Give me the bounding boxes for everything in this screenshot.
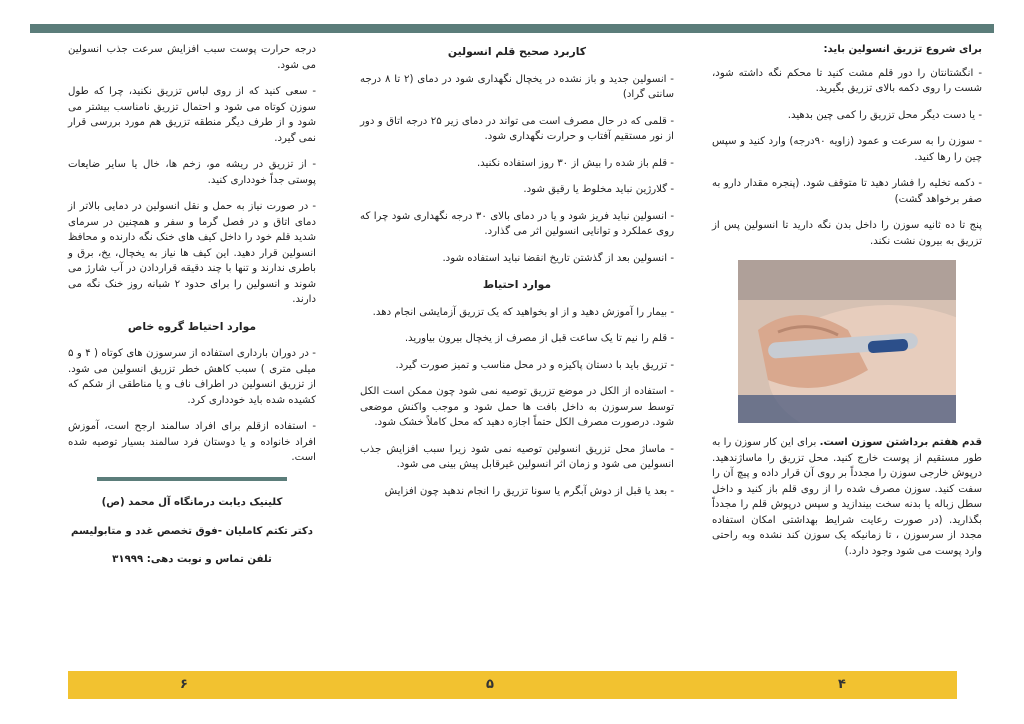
paragraph: - در دوران بارداری استفاده از سرسوزن های کوتاه ( ۴ و ۵ میلی متری ) سبب کاهش خطر تزریق انسولین می شود. از تزریق انسولین در اطراف ناف و یا مناطقی از شکم که کشیده شده باید خودداری کرد. xyxy=(68,348,316,406)
paragraph: درجه حرارت پوست سبب افزایش سرعت جذب انسولین می شود. xyxy=(68,44,316,71)
doctor-name: دکتر تکتم کاملیان -فوق تخصص غدد و متابولیسم xyxy=(70,526,313,537)
paragraph: - در صورت نیاز به حمل و نقل انسولین در دمایی بالاتر از دمای اتاق و در فصل گرما و سفر و همچنین در سرمای شدید قلم خود را داخل کیف های خنک نگه دارنده و محافظ انسولین قرار دهید. این کیف ها نیاز به یخچال، یخ، برق و باطری ندارند و تنها با چند دقیقه قراردادن در آب شارژ می شوند و انسولین را برای حدود ۲ شبانه روز خنک نگه می دارند. xyxy=(68,201,316,305)
column-page-6 xyxy=(68,42,316,578)
paragraph: - یا دست دیگر محل تزریق را کمی چین بدهید. xyxy=(787,109,982,121)
column-page-5 xyxy=(360,42,674,510)
paragraph: - تزریق باید با دستان پاکیزه و در محل مناسب و تمیز صورت گیرد. xyxy=(395,359,674,371)
clinic-name: کلینیک دیابت درمانگاه آل محمد (ص) xyxy=(101,496,283,508)
phone-info: تلفن تماس و نوبت دهی: ۳۱۹۹۹ xyxy=(112,553,272,565)
paragraph: - استفاده از الکل در موضع تزریق توصیه نمی شود چون ممکن است الکل توسط سرسوزن به داخل بافت ها حمل شود و موجب واکنش موضعی شود. درصورت مصرف الکل حتماً اجازه دهید که محل کاملاً خشک شود. xyxy=(360,386,674,428)
paragraph: - بعد یا قبل از دوش آبگرم یا سونا تزریق را انجام ندهید چون افزایش xyxy=(384,485,674,497)
paragraph: - دکمه تخلیه را فشار دهید تا متوقف شود. (پنجره مقدار دارو به صفر برخواهد گشت) xyxy=(712,178,982,205)
paragraph: - استفاده ازقلم برای افراد سالمند ارجح است، آموزش افراد خانواده و یا دوستان فرد سالمند بسیار توصیه شده است. xyxy=(68,421,316,463)
paragraph: - انگشتانتان را دور قلم مشت کنید تا محکم نگه داشته شود، شست را روی دکمه بالای تزریق بگیرید. xyxy=(712,67,982,94)
step-seven-text: برای این کار سوزن را به طور مستقیم از پوست خارج کنید. محل تزریق را ماساژندهید. درپوش خارجی سوزن را مجدداً بر روی آن قرار داده و پیچ آن را سفت کنید. سوزن مصرف شده را از روی قلم باز کنید و داخل سطل زباله یا بدنه سخت بیندازید و سپس درپوش قلم را مجدداً بگذارید. (در صورت رعایت شرایط بهداشتی امکان استفاده مجدد از سرسوزن ، تا زمانیکه یک سوزن کند نشده وبه راحتی وارد پوست می شود وجود دارد.) xyxy=(712,437,982,557)
paragraph: - قلم باز شده را بیش از ۳۰ روز استفاده نکنید. xyxy=(476,157,674,169)
top-accent-bar xyxy=(30,24,994,33)
section-heading: کاربرد صحیح قلم انسولین xyxy=(447,45,587,58)
page-number-4: ۴ xyxy=(838,677,846,692)
paragraph: - ماساژ محل تزریق انسولین توصیه نمی شود زیرا سبب افزایش جذب انسولین می شود و زمان اثر انسولین غیرقابل پیش بینی می شود. xyxy=(360,443,674,470)
step-seven-paragraph xyxy=(712,435,982,559)
paragraph: - انسولین جدید و باز نشده در یخچال نگهداری شود در دمای (۲ تا ۸ درجه سانتی گراد) xyxy=(360,73,674,100)
paragraph: - انسولین بعد از گذشتن تاریخ انقضا نباید استفاده شود. xyxy=(442,252,674,264)
section-heading: برای شروع تزریق انسولین باید: xyxy=(823,44,982,55)
page-number-6: ۶ xyxy=(180,677,188,692)
paragraph: - گلارژین نباید مخلوط یا رقیق شود. xyxy=(523,184,674,195)
paragraph: - انسولین نباید فریز شود و یا در دمای بالای ۳۰ درجه نگهداری شود چرا که روی عملکرد و توانایی انسولین اثر می گذارد. xyxy=(360,210,674,237)
paragraph: - از تزریق در ریشه مو، زخم ها، خال یا سایر ضایعات پوستی جداً خودداری کنید. xyxy=(68,159,316,186)
page-number-5: ۵ xyxy=(486,677,494,692)
paragraph: - قلم را نیم تا یک ساعت قبل از مصرف از یخچال بیرون بیاورید. xyxy=(404,333,674,344)
section-heading: موارد احتیاط گروه خاص xyxy=(127,319,257,333)
paragraph: پنج تا ده ثانیه سوزن را داخل بدن نگه دارید تا انسولین پس از تزریق به بیرون نشت نکند. xyxy=(712,220,982,247)
insulin-injection-photo xyxy=(738,260,956,423)
section-heading: موارد احتیاط xyxy=(482,278,552,291)
photo-illustration xyxy=(738,260,956,423)
paragraph: - سعی کنید که از روی لباس تزریق نکنید، چرا که طول سوزن کوتاه می شود و احتمال تزریق نامناسب بیشتر می شود و از طرف دیگر منطقه تزریق هم مورد بررسی قرار نمی گیرد. xyxy=(68,86,316,144)
paragraph: - سوزن را به سرعت و عمود (زاویه ۹۰درجه) وارد کنید و سپس چین را رها کنید. xyxy=(712,136,982,163)
paragraph: - بیمار را آموزش دهید و از او بخواهید که یک تزریق آزمایشی انجام دهد. xyxy=(372,306,674,318)
bottom-page-bar xyxy=(68,671,957,699)
divider xyxy=(97,477,287,481)
paragraph: - قلمی که در حال مصرف است می تواند در دمای زیر ۲۵ درجه اتاق و دور از نور مستقیم آفتاب و حرارت نگهداری شود. xyxy=(360,115,674,142)
column-page-4 xyxy=(712,42,982,570)
step-seven-title: قدم هفتم برداشتن سوزن است. xyxy=(819,437,982,448)
